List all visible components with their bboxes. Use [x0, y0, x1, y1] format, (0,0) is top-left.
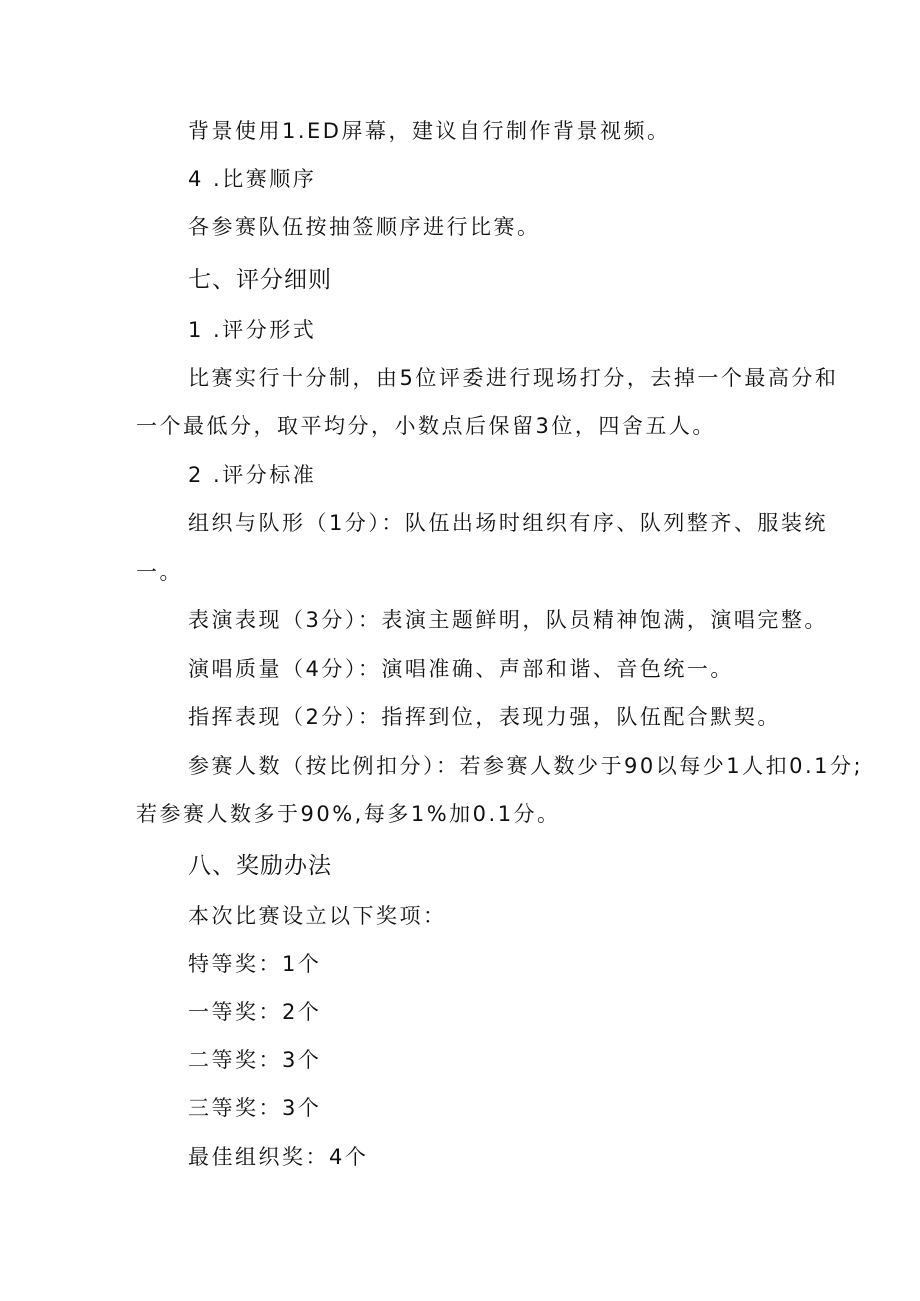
paragraph-awards-intro: 本次比赛设立以下奖项： — [188, 904, 447, 928]
criterion-organization-line1: 组织与队形（1分）：队伍出场时组织有序、队列整齐、服装统 — [188, 511, 828, 535]
criterion-performance: 表演表现（3分）：表演主题鲜明，队员精神饱满，演唱完整。 — [188, 608, 828, 632]
award-best-organization: 最佳组织奖：4个 — [188, 1145, 369, 1169]
award-second-prize: 二等奖：3个 — [188, 1048, 322, 1072]
subheading-competition-order: 4 .比赛顺序 — [188, 167, 317, 191]
award-special-prize: 特等奖：1个 — [188, 952, 322, 976]
criterion-conducting: 指挥表现（2分）：指挥到位，表现力强，队伍配合默契。 — [188, 705, 781, 729]
award-third-prize: 三等奖：3个 — [188, 1096, 322, 1120]
paragraph-scoring-format-line2: 一个最低分，取平均分，小数点后保留3位，四舍五人。 — [136, 414, 716, 438]
section-heading-awards: 八、奖励办法 — [188, 853, 332, 879]
paragraph-scoring-format-line1: 比赛实行十分制，由5位评委进行现场打分，去掉一个最高分和 — [188, 366, 839, 390]
paragraph-background-screen: 背景使用1.ED屏幕，建议自行制作背景视频。 — [188, 119, 671, 143]
subheading-scoring-format: 1 .评分形式 — [188, 318, 317, 342]
criterion-singing-quality: 演唱质量（4分）：演唱准确、声部和谐、音色统一。 — [188, 657, 734, 681]
criterion-participants-line1: 参赛人数（按比例扣分）：若参赛人数少于90以每少1人扣0.1分; — [188, 754, 864, 778]
paragraph-draw-order: 各参赛队伍按抽签顺序进行比赛。 — [188, 215, 541, 239]
award-first-prize: 一等奖：2个 — [188, 1000, 322, 1024]
criterion-organization-line2: 一。 — [136, 560, 183, 584]
criterion-participants-line2: 若参赛人数多于90%,每多1%加0.1分。 — [136, 802, 561, 826]
subheading-scoring-criteria: 2 .评分标准 — [188, 463, 317, 487]
section-heading-scoring-rules: 七、评分细则 — [188, 267, 332, 293]
